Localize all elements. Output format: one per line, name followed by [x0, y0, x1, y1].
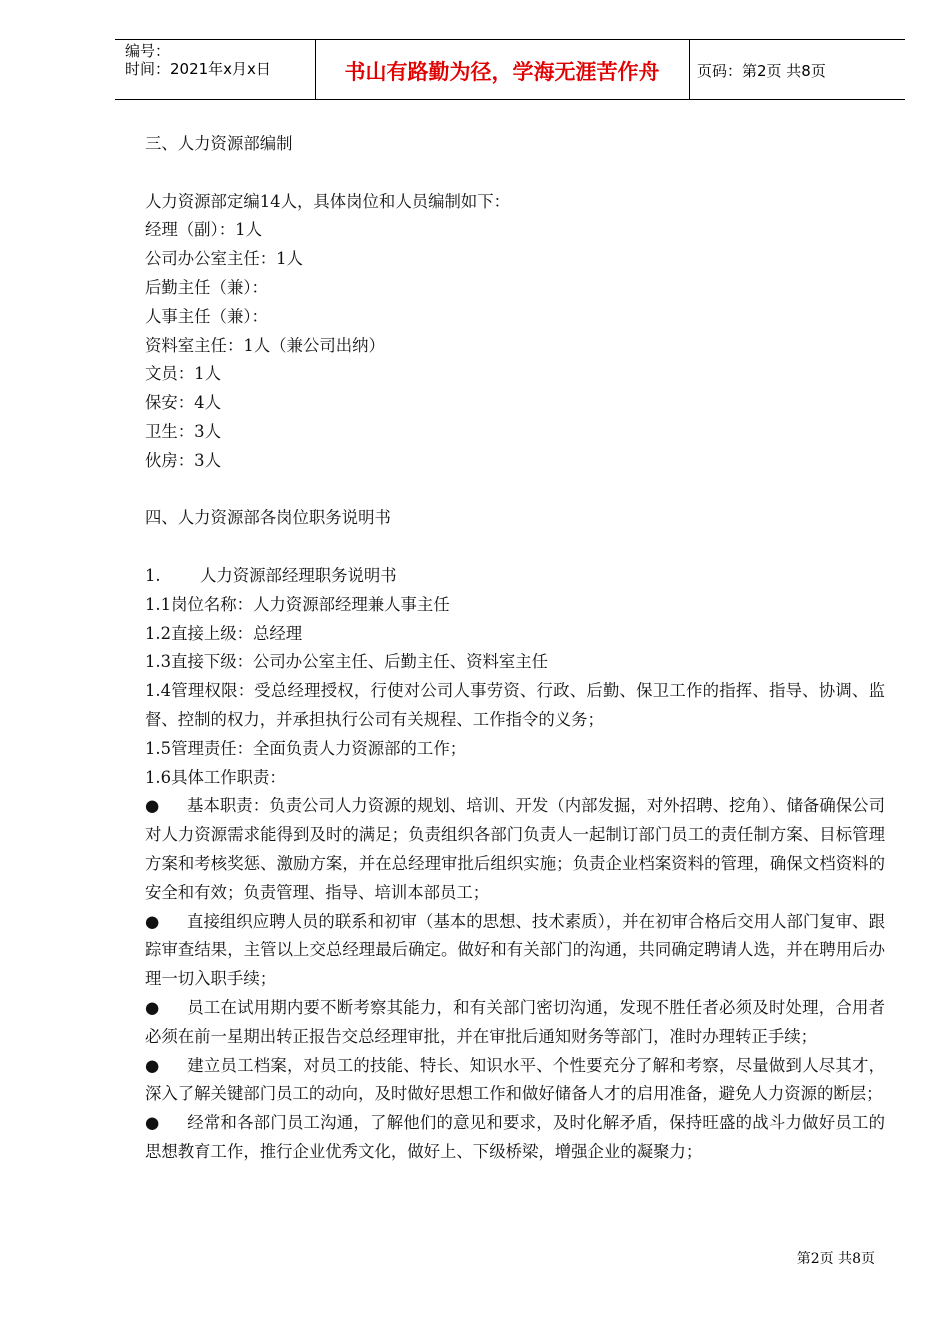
staff-item-logistics: 后勤主任（兼）：: [145, 277, 268, 297]
duty-bullet-item: [145, 792, 885, 907]
section4-title: 四、人力资源部各岗位职务说明书: [145, 508, 391, 528]
header-number-label: 编号：: [125, 42, 171, 60]
header-top-rule: [115, 39, 905, 40]
staff-item-kitchen: 伙房：3人: [145, 450, 221, 470]
duty-text: 经常和各部门员工沟通，了解他们的意见和要求，及时化解矛盾，保持旺盛的战斗力做好员工的思想教育工作，推行企业优秀文化，做好上、下级桥梁，增强企业的凝聚力；: [145, 1113, 885, 1161]
management-responsibility: 1.5管理责任：全面负责人力资源部的工作；: [145, 738, 467, 758]
duty-bullet-item: [145, 1052, 885, 1110]
duties-title: 1.6具体工作职责：: [145, 767, 286, 787]
page-footer: 第2页 共8页: [796, 1251, 875, 1267]
staff-item-office-director: 公司办公室主任：1人: [145, 249, 303, 269]
bullet-icon: ●: [145, 911, 160, 931]
duty-text: 直接组织应聘人员的联系和初审（基本的思想、技术素质），并在初审合格后交用人部门复审、跟踪审查结果，主管以上交总经理最后确定。做好和有关部门的沟通，共同确定聘请人选，并在聘用后办理一切入职手续；: [145, 911, 885, 989]
subsection-heading: [145, 562, 885, 591]
header-page-label: 页码：第2页 共8页: [697, 62, 826, 80]
staff-item-personnel: 人事主任（兼）：: [145, 306, 268, 326]
bullet-icon: ●: [145, 1055, 160, 1075]
staff-item-security: 保安：4人: [145, 393, 221, 413]
duty-bullet-item: [145, 1109, 885, 1167]
document-body: [145, 130, 885, 1167]
header-time-label: 时间：2021年x月x日: [125, 60, 271, 78]
management-authority: 1.4管理权限：受总经理授权，行使对公司人事劳资、行政、后勤、保卫工作的指挥、指导、协调、监督、控制的权力，并承担执行公司有关规程、工作指令的义务；: [145, 681, 885, 729]
direct-superior: 1.2直接上级：总经理: [145, 623, 303, 643]
section3-title: 三、人力资源部编制: [145, 134, 293, 153]
direct-subordinates: 1.3直接下级：公司办公室主任、后勤主任、资料室主任: [145, 652, 549, 672]
subsection-title: 人力资源部经理职务说明书: [200, 565, 397, 585]
bullet-icon: ●: [145, 1113, 160, 1133]
section3-intro: 人力资源部定编14人，具体岗位和人员编制如下：: [145, 191, 511, 211]
header-bottom-rule: [115, 99, 905, 100]
staff-item-cleaning: 卫生：3人: [145, 421, 221, 441]
subsection-number: 1.: [145, 565, 161, 585]
duty-bullet-item: [145, 908, 885, 994]
staff-item-clerk: 文员：1人: [145, 364, 221, 384]
header-divider-right: [689, 39, 690, 99]
header-motto: 书山有路勤为径，学海无涯苦作舟: [344, 60, 660, 84]
duty-text: 员工在试用期内要不断考察其能力，和有关部门密切沟通，发现不胜任者必须及时处理，合用者必须在前一星期出转正报告交总经理审批，并在审批后通知财务等部门，准时办理转正手续；: [145, 997, 885, 1046]
staff-item-archives: 资料室主任：1人（兼公司出纳）: [145, 335, 385, 355]
position-name: 1.1岗位名称：人力资源部经理兼人事主任: [145, 594, 450, 614]
bullet-icon: ●: [145, 796, 160, 816]
duty-text: 基本职责：负责公司人力资源的规划、培训、开发（内部发掘，对外招聘、挖角）、储备确保公司对人力资源需求能得到及时的满足；负责组织各部门负责人一起制订部门员工的责任制方案、目标管理方案和考核奖惩、激励方案，并在总经理审批后组织实施；负责企业档案资料的管理，确保文档资料的安全和有效；负责管理、指导、培训本部员工；: [145, 796, 885, 902]
duty-text: 建立员工档案，对员工的技能、特长、知识水平、个性要充分了解和考察，尽量做到人尽其才，深入了解关键部门员工的动向，及时做好思想工作和做好储备人才的启用准备，避免人力资源的断层；: [145, 1055, 885, 1104]
staff-item-manager: 经理（副）：1人: [145, 220, 262, 240]
bullet-icon: ●: [145, 997, 160, 1017]
duty-bullet-item: [145, 994, 885, 1052]
